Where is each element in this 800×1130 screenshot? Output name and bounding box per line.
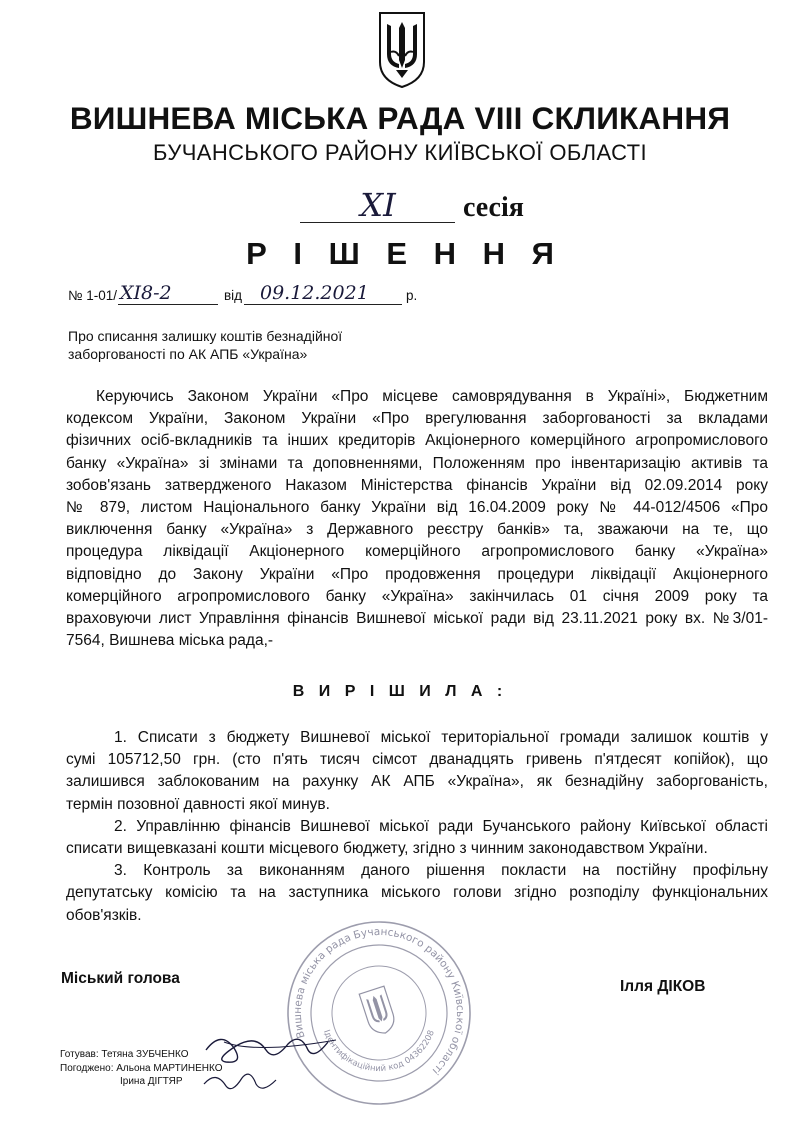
subject-line: Про списання залишку коштів безнадійної	[68, 328, 343, 344]
number-value: XI8-2	[120, 282, 172, 304]
number-underline	[118, 304, 218, 305]
preamble-line: зобов'язань затвердженого Наказом Міністерства фінансів України від 02.09.2014 року	[66, 476, 768, 494]
date-value: 09.12.2021	[260, 282, 369, 304]
preamble-line: кодексом України, Законом України «Про врегулювання заборгованості за вкладами	[66, 410, 768, 428]
preamble-line: фізичних осіб-вкладників та інших кредиторів Акціонерного комерційного агропромислового	[66, 432, 768, 450]
resolved-heading: В И Р І Ш И Л А :	[292, 683, 508, 700]
item-2-line: списати вищевказані кошти місцевого бюджету, згідно з чинним законодавством України.	[66, 840, 708, 858]
item-2-line: 2. Управлінню фінансів Вишневої міської ради Бучанського району Київської області	[114, 817, 768, 835]
date-suffix: р.	[406, 288, 418, 303]
session-label: сесія	[463, 192, 524, 223]
prepared-by-line: Готував: Тетяна ЗУБЧЕНКО	[60, 1049, 189, 1060]
registration-line	[68, 284, 468, 310]
preamble	[66, 386, 768, 652]
item-3-line: депутатську комісію та на заступника міського голови згідно розподілу функціональних	[66, 884, 768, 902]
preamble-line: Керуючись Законом України «Про місцеве самоврядування в Україні», Бюджетним	[96, 388, 768, 405]
decision-subject	[68, 327, 398, 363]
number-prefix: № 1-01/	[68, 288, 118, 303]
stamp-trident-icon	[359, 986, 398, 1037]
stamp-inner-text: Ідентифікаційний код 04362208	[320, 1028, 437, 1075]
mayor-name: Ілля ДІКОВ	[620, 978, 706, 995]
document-type-heading: Р І Ш Е Н Н Я	[246, 236, 563, 271]
preamble-line: банку «Україна» зі змінами та доповненнями, Положенням про інвентаризацію активів та	[66, 454, 768, 472]
item-3-line: обов'язків.	[66, 906, 142, 924]
decision-items	[66, 727, 768, 927]
subject-line: заборгованості по АК АПБ «Україна»	[68, 346, 308, 362]
preamble-line: 7564, Вишнева міська рада,-	[66, 632, 274, 650]
council-title: ВИШНЕВА МІСЬКА РАДА VIII СКЛИКАННЯ	[69, 100, 731, 136]
approved-by-line: Погоджено: Альона МАРТИНЕНКО	[60, 1062, 223, 1074]
trident-emblem-icon	[376, 10, 428, 90]
preamble-line: виключення банку «Україна» з Державного реєстру банків» та, зважаючи на те, що	[66, 521, 768, 539]
item-1-line: залишився заблокованим на рахунку АК АПБ «Україна», як безнадійну заборгованість,	[66, 773, 768, 791]
item-1-line: сумі 105712,50 грн. (сто п'ять тисяч сімсот дванадцять гривень п'ятдесят копійок), що	[66, 751, 768, 769]
date-prefix: від	[224, 288, 243, 303]
preamble-line: враховуючи лист Управління фінансів Вишневої міської ради від 23.11.2021 року вх. №3/01-	[66, 610, 768, 628]
item-1-line: 1. Списати з бюджету Вишневої міської територіальної громади залишок коштів у	[114, 729, 768, 746]
session-number: XI	[360, 186, 396, 224]
item-3-line: 3. Контроль за виконанням даного рішення покласти на постійну профільну	[114, 862, 768, 880]
preamble-line: процедура ліквідації Акціонерного комерційного агропромислового банку «Україна»	[66, 543, 768, 561]
preamble-line: відповідно до Закону України «Про продовження процедури ліквідації Акціонерного	[66, 565, 768, 583]
session-line	[300, 186, 560, 228]
mayor-title: Міський голова	[61, 970, 180, 987]
district-subtitle: БУЧАНСЬКОГО РАЙОНУ КИЇВСЬКОЇ ОБЛАСТІ	[152, 140, 648, 165]
date-underline	[244, 304, 402, 305]
prepared-by	[60, 1048, 223, 1089]
preamble-line: № 879, листом Національного банку України від 16.04.2009 року № 44-012/4506 «Про	[66, 499, 768, 517]
preamble-line: комерційного агропромислового банку «Україна» закінчилась 01 січня 2009 року та	[66, 587, 768, 605]
stamp-outer-text: Вишнева міська рада Бучанського району Київської області	[291, 925, 467, 1077]
approved-by-line: Ірина ДІГТЯР	[120, 1076, 183, 1087]
item-1-line: термін позовної давності якої минув.	[66, 795, 330, 813]
